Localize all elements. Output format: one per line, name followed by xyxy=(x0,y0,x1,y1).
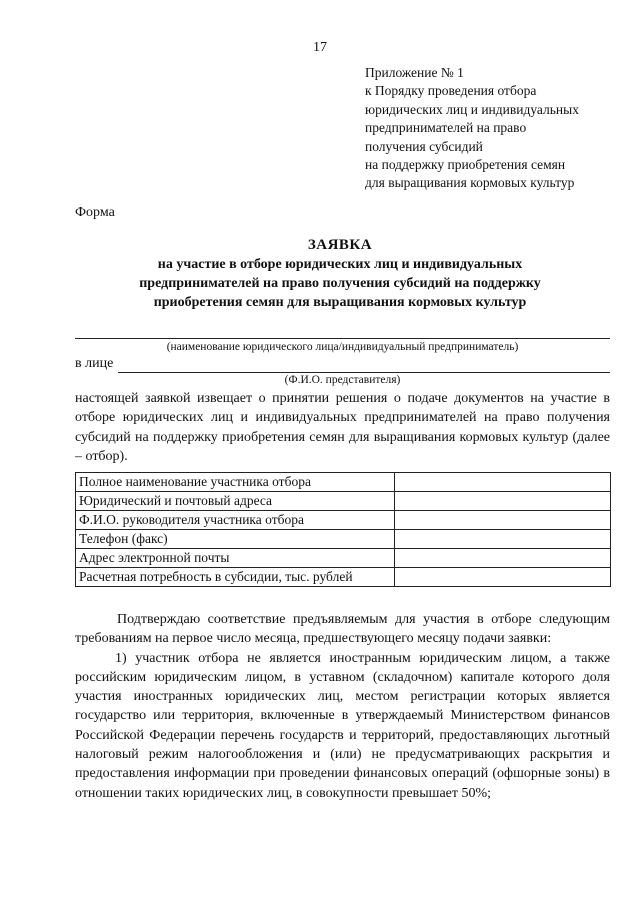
row-value-cell[interactable] xyxy=(395,511,611,530)
row-label: Расчетная потребность в субсидии, тыс. рублей xyxy=(76,568,395,587)
document-heading xyxy=(60,236,620,312)
row-label: Адрес электронной почты xyxy=(76,549,395,568)
row-value-cell[interactable] xyxy=(395,549,611,568)
subtitle-line: приобретения семян для выращивания кормовых культур xyxy=(153,295,527,310)
representative-caption: (Ф.И.О. представителя) xyxy=(284,374,401,386)
subtitle-line: на участие в отборе юридических лиц и индивидуальных xyxy=(157,257,523,272)
appendix-line: юридических лиц и индивидуальных xyxy=(365,101,579,117)
confirmation-section xyxy=(75,610,610,803)
row-label: Юридический и почтовый адреса xyxy=(76,492,395,511)
applicant-name-field[interactable] xyxy=(75,320,610,339)
form-label: Форма xyxy=(75,205,115,220)
appendix-line: для выращивания кормовых культур xyxy=(365,175,575,191)
appendix-line: получения субсидий xyxy=(365,138,483,154)
row-value-cell[interactable] xyxy=(395,530,611,549)
appendix-line: Приложение № 1 xyxy=(365,65,464,80)
table-row xyxy=(76,492,611,511)
row-label: Ф.И.О. руководителя участника отбора xyxy=(76,511,395,530)
appendix-note xyxy=(365,64,579,193)
requirement-item: 1) участник отбора не является иностранным юридическим лицом, а также российским юридическим лицом, в уставном (складочном) капитале которого доля участия иностранных юридических лиц, местом регистрации которых является государство или территория, включенные в утверждаемый Министерством финансов Российской Федерации перечень государств и территорий, предоставляющих льготный налоговый режим налогообложения и (или) не предусматривающих раскрытия и предоставления информации при проведении финансовых операций (офшорные зоны) в отношении таких юридических лиц, в совокупности превышает 50%; xyxy=(75,650,610,801)
table-row xyxy=(76,473,611,492)
applicant-info-table xyxy=(75,472,611,587)
table-row xyxy=(76,549,611,568)
notice-text: настоящей заявкой извещает о принятии решения о подаче документов на участие в отборе юридических лиц и индивидуальных предпринимателей на право получения субсидий на поддержку приобретения семян для выращивания кормовых культур (далее – отбор). xyxy=(75,391,610,464)
row-label: Полное наименование участника отбора xyxy=(76,473,395,492)
row-value-cell[interactable] xyxy=(395,492,611,511)
confirmation-text: Подтверждаю соответствие предъявляемым для участия в отборе следующим требованиям на первое число месяца, предшествующего месяцу подачи заявки: xyxy=(75,612,610,647)
page-number: 17 xyxy=(313,40,327,55)
in-person-label: в лице xyxy=(75,356,114,371)
table-row xyxy=(76,511,611,530)
table-row xyxy=(76,568,611,587)
appendix-line: к Порядку проведения отбора xyxy=(365,83,537,99)
table-row xyxy=(76,530,611,549)
notice-paragraph xyxy=(75,389,610,466)
document-title: ЗАЯВКА xyxy=(307,237,373,253)
row-label: Телефон (факс) xyxy=(76,530,395,549)
representative-field[interactable] xyxy=(118,356,610,373)
row-value-cell[interactable] xyxy=(395,568,611,587)
appendix-line: предпринимателей на право xyxy=(365,120,527,136)
row-value-cell[interactable] xyxy=(395,473,611,492)
subtitle-line: предпринимателей на право получения субсидий на поддержку xyxy=(139,276,541,291)
appendix-line: на поддержку приобретения семян xyxy=(365,157,566,173)
applicant-name-caption: (наименование юридического лица/индивидуальный предприниматель) xyxy=(166,341,519,353)
